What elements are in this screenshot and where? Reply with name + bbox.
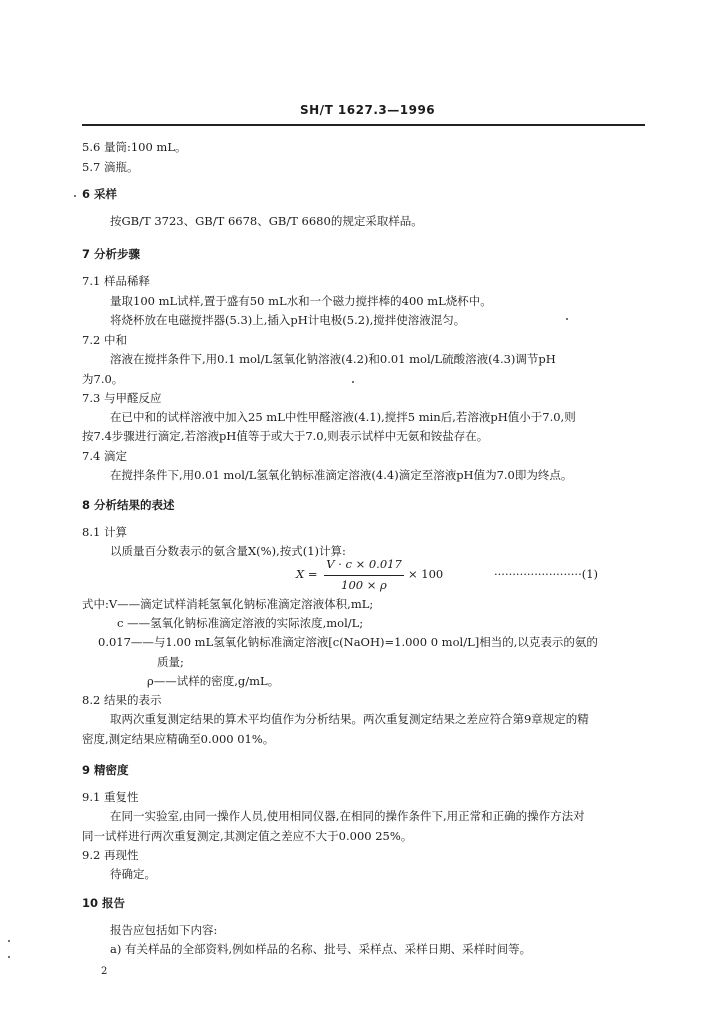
section-10-heading: 10 报告 [82,896,126,910]
formula-lhs: X = [296,567,318,581]
item-5-6: 5.6 量筒:100 mL。 [82,140,187,154]
formula-fraction-bar [324,575,404,576]
scan-speck [8,956,10,958]
section-9-2-heading: 9.2 再现性 [82,848,139,862]
section-7-2-heading: 7.2 中和 [82,333,127,347]
section-9-1-line-1: 在同一实验室,由同一操作人员,使用相同仪器,在相同的操作条件下,用正常和正确的操作方法对 [110,809,585,823]
where-v: 式中:V——滴定试样消耗氢氧化钠标准滴定溶液体积,mL; [82,597,374,611]
section-7-3-heading: 7.3 与甲醛反应 [82,391,162,405]
item-5-7: 5.7 滴瓶。 [82,160,139,174]
section-10-line-1: 报告应包括如下内容: [110,923,218,937]
formula-number: ························(1) [494,567,599,581]
section-8-2-heading: 8.2 结果的表示 [82,693,162,707]
section-7-1-heading: 7.1 样品稀释 [82,274,150,288]
section-9-1-line-2: 同一试样进行两次重复测定,其测定值之差应不大于0.000 25%。 [82,829,413,843]
where-k-line-1: 0.017——与1.00 mL氢氧化钠标准滴定溶液[c(NaOH)=1.000 0 mol/L]相当的,以克表示的氨的 [98,635,598,649]
scan-speck [74,195,76,197]
section-7-2-line-1: 溶液在搅拌条件下,用0.1 mol/L氢氧化钠溶液(4.2)和0.01 mol/L硫酸溶液(4.3)调节pH [110,352,556,366]
section-6-paragraph: 按GB/T 3723、GB/T 6678、GB/T 6680的规定采取样品。 [110,214,423,228]
scan-speck [352,381,354,383]
section-8-1-line-1: 以质量百分数表示的氨含量X(%),按式(1)计算: [110,544,346,558]
where-k-line-2: 质量; [157,655,184,669]
page-number: 2 [101,966,108,977]
header-standard-code: SH/T 1627.3—1996 [300,103,436,117]
formula-denominator: 100 × ρ [341,578,387,592]
section-7-heading: 7 分析步骤 [82,247,141,261]
header-rule [82,124,645,126]
section-9-2-line-1: 待确定。 [110,867,156,881]
section-8-heading: 8 分析结果的表述 [82,498,175,512]
section-6-heading: 6 采样 [82,187,118,201]
section-8-2-line-1: 取两次重复测定结果的算术平均值作为分析结果。两次重复测定结果之差应符合第9章规定的精 [110,712,589,726]
where-rho: ρ——试样的密度,g/mL。 [147,674,280,688]
formula-numerator: V · c × 0.017 [326,557,402,571]
section-9-1-heading: 9.1 重复性 [82,790,139,804]
section-7-2-line-2: 为7.0。 [82,372,124,386]
section-9-heading: 9 精密度 [82,763,129,777]
formula-tail: × 100 [408,567,444,581]
section-7-4-heading: 7.4 滴定 [82,449,127,463]
section-7-1-line-2: 将烧杯放在电磁搅拌器(5.3)上,插入pH计电极(5.2),搅拌使溶液混匀。 [110,313,466,327]
section-7-3-line-2: 按7.4步骤进行滴定,若溶液pH值等于或大于7.0,则表示试样中无氨和铵盐存在。 [82,429,489,443]
scan-speck [566,318,568,320]
section-10-item-a: a) 有关样品的全部资料,例如样品的名称、批号、采样点、采样日期、采样时间等。 [110,942,532,956]
section-7-4-line-1: 在搅拌条件下,用0.01 mol/L氢氧化钠标准滴定溶液(4.4)滴定至溶液pH值为7.0即为终点。 [110,468,573,482]
scan-speck [8,940,10,942]
section-7-3-line-1: 在已中和的试样溶液中加入25 mL中性甲醛溶液(4.1),搅拌5 min后,若溶液pH值小于7.0,则 [110,410,576,424]
section-8-1-heading: 8.1 计算 [82,525,127,539]
section-7-1-line-1: 量取100 mL试样,置于盛有50 mL水和一个磁力搅拌棒的400 mL烧杯中。 [110,294,492,308]
section-8-2-line-2: 密度,测定结果应精确至0.000 01%。 [82,732,275,746]
where-c: c ——氢氧化钠标准滴定溶液的实际浓度,mol/L; [117,616,364,630]
